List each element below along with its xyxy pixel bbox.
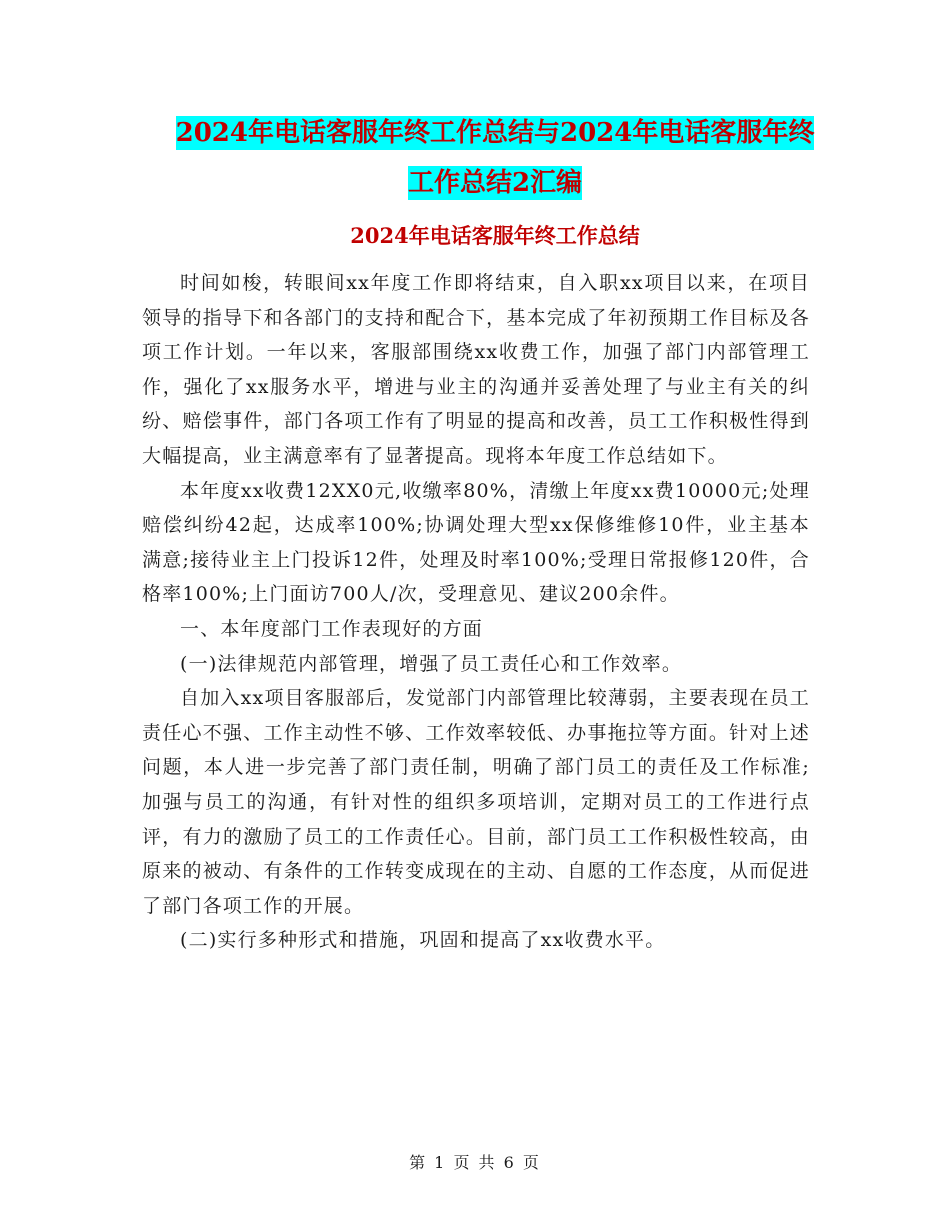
paragraph: 时间如梭，转眼间xx年度工作即将结束，自入职xx项目以来，在项目领导的指导下和各部门的支持和配合下，基本完成了年初预期工作目标及各项工作计划。一年以来，客服部围绕xx收费工作，加强了部门内部管理工作，强化了xx服务水平，增进与业主的沟通并妥善处理了与业主有关的纠纷、赔偿事件，部门各项工作有了明显的提高和改善，员工工作积极性得到大幅提高，业主满意率有了显著提高。现将本年度工作总结如下。 <box>142 272 810 467</box>
paragraph: (一)法律规范内部管理，增强了员工责任心和工作效率。 <box>180 652 683 675</box>
document-body <box>142 266 810 958</box>
document-title-line1: 2024年电话客服年终工作总结与2024年电话客服年终 <box>175 118 815 148</box>
document-title-line2: 工作总结2汇编 <box>407 168 583 198</box>
paragraph: 本年度xx收费12XX0元,收缴率80%，清缴上年度xx费10000元;处理赔偿纠纷42起，达成率100%;协调处理大型xx保修维修10件，业主基本满意;接待业主上门投诉12件，处理及时率100%;受理日常报修120件，合格率100%;上门面访700人/次，受理意见、建议200余件。 <box>142 479 810 606</box>
paragraph: 自加入xx项目客服部后，发觉部门内部管理比较薄弱，主要表现在员工责任心不强、工作主动性不够、工作效率较低、办事拖拉等方面。针对上述问题，本人进一步完善了部门责任制，明确了部门员工的责任及工作标准;加强与员工的沟通，有针对性的组织多项培训，定期对员工的工作进行点评，有力的激励了员工的工作责任心。目前，部门员工工作积极性较高，由原来的被动、有条件的工作转变成现在的主动、自愿的工作态度，从而促进了部门各项工作的开展。 <box>142 687 810 917</box>
document-title <box>140 108 850 208</box>
page-footer: 第 1 页 共 6 页 <box>409 1153 541 1172</box>
paragraph: 一、本年度部门工作表现好的方面 <box>180 617 484 640</box>
paragraph: (二)实行多种形式和措施，巩固和提高了xx收费水平。 <box>180 929 666 952</box>
section-title: 2024年电话客服年终工作总结 <box>350 223 640 248</box>
